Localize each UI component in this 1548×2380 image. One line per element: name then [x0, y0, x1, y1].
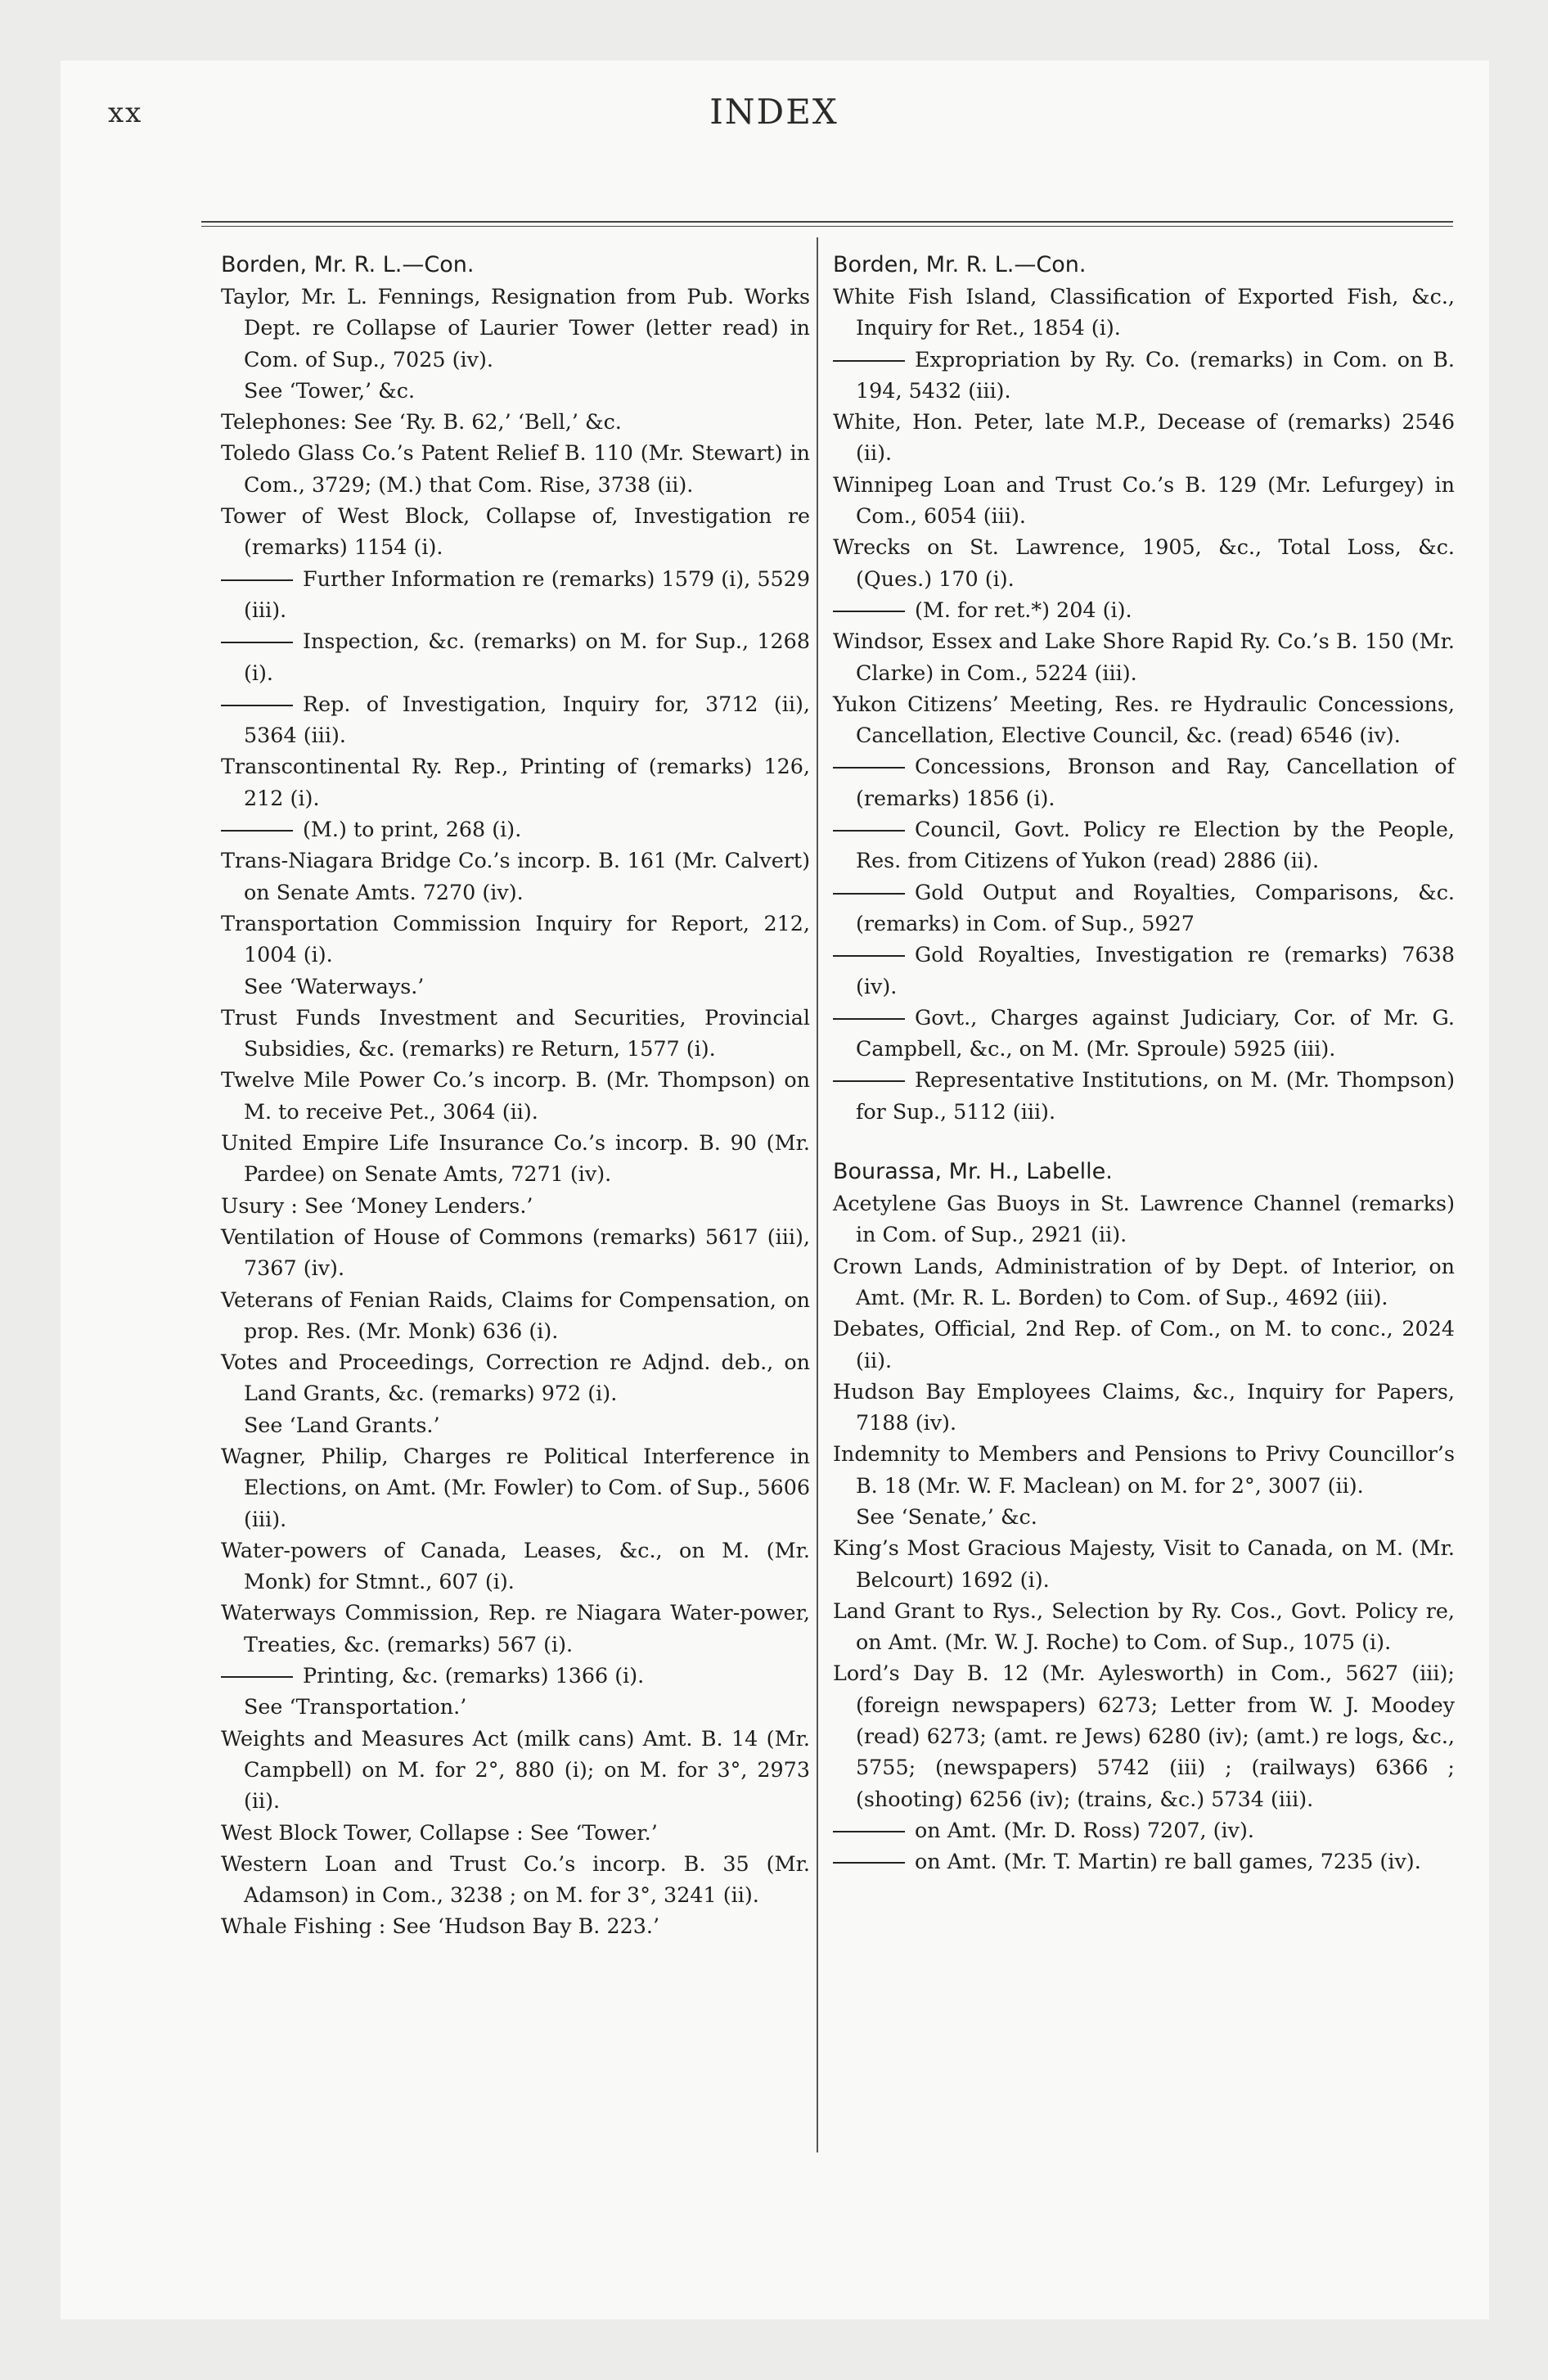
- ditto-dash: [833, 1831, 905, 1832]
- index-entry: Trust Funds Investment and Securities, Provincial Subsidies, &c. (remarks) re Return, 1577 (i).: [221, 1004, 810, 1062]
- index-entry: Ventilation of House of Commons (remarks) 5617 (iii), 7367 (iv).: [221, 1224, 810, 1281]
- index-entry: Wrecks on St. Lawrence, 1905, &c., Total Loss, &c. (Ques.) 170 (i).: [833, 534, 1455, 591]
- index-entry: Western Loan and Trust Co.’s incorp. B. 35 (Mr. Adamson) in Com., 3238 ; on M. for 3°, 3241 (ii).: [221, 1850, 810, 1908]
- ditto-dash: [833, 1018, 905, 1020]
- header-rule: [201, 221, 1453, 227]
- index-entry: See ‘Transportation.’: [244, 1694, 467, 1720]
- index-subentry: (M.) to print, 268 (i).: [221, 814, 810, 845]
- ditto-dash: [833, 955, 905, 957]
- index-entry: Hudson Bay Employees Claims, &c., Inquiry for Papers, 7188 (iv).: [833, 1378, 1455, 1436]
- ditto-dash: [833, 767, 905, 769]
- index-entry: Whale Fishing : See ‘Hudson Bay B. 223.’: [221, 1913, 660, 1939]
- index-entry: Veterans of Fenian Raids, Claims for Compensation, on prop. Res. (Mr. Monk) 636 (i).: [221, 1287, 810, 1343]
- index-entry: Trans-Niagara Bridge Co.’s incorp. B. 161 (Mr. Calvert) on Senate Amts. 7270 (iv).: [221, 848, 810, 904]
- index-entry: White, Hon. Peter, late M.P., Decease of (remarks) 2546 (ii).: [833, 409, 1455, 466]
- index-subentry: Expropriation by Ry. Co. (remarks) in Com. on B. 194, 5432 (iii).: [833, 344, 1455, 407]
- ditto-dash: [833, 611, 905, 612]
- column-heading: Borden, Mr. R. L.—Con.: [833, 252, 1087, 277]
- column-heading: Bourassa, Mr. H., Labelle.: [833, 1159, 1113, 1185]
- index-entry: West Block Tower, Collapse : See ‘Tower.’: [221, 1819, 658, 1845]
- index-entry: White Fish Island, Classification of Exported Fish, &c., Inquiry for Ret., 1854 (i).: [833, 284, 1455, 340]
- index-entry: Land Grant to Rys., Selection by Ry. Cos., Govt. Policy re, on Amt. (Mr. W. J. Roche) to Com. of Sup., 1075 (i).: [833, 1598, 1455, 1655]
- index-entry: Transportation Commission Inquiry for Report, 212, 1004 (i).: [221, 910, 810, 967]
- index-entry: See ‘Waterways.’: [244, 973, 425, 998]
- index-entry: Twelve Mile Power Co.’s incorp. B. (Mr. Thompson) on M. to receive Pet., 3064 (ii).: [221, 1067, 810, 1124]
- ditto-dash: [833, 893, 905, 895]
- index-subentry: Rep. of Investigation, Inquiry for, 3712 (ii), 5364 (iii).: [221, 688, 810, 751]
- ditto-dash: [833, 830, 905, 832]
- index-entry: Transcontinental Ry. Rep., Printing of (remarks) 126, 212 (i).: [221, 754, 810, 810]
- index-entry: Yukon Citizens’ Meeting, Res. re Hydraulic Concessions, Cancellation, Elective Council, &c. (read) 6546 (iv).: [833, 691, 1455, 748]
- index-entry: Waterways Commission, Rep. re Niagara Water-power, Treaties, &c. (remarks) 567 (i).: [221, 1600, 810, 1657]
- index-entry: Windsor, Essex and Lake Shore Rapid Ry. Co.’s B. 150 (Mr. Clarke) in Com., 5224 (iii).: [833, 629, 1455, 685]
- index-entry: Taylor, Mr. L. Fennings, Resignation from Pub. Works Dept. re Collapse of Laurier Tower (letter read) in Com. of Sup., 7025 (iv).: [221, 284, 810, 372]
- ditto-dash: [833, 1862, 905, 1864]
- index-entry: Weights and Measures Act (milk cans) Amt. B. 14 (Mr. Campbell) on M. for 2°, 880 (i); on M. for 3°, 2973 (ii).: [221, 1725, 810, 1814]
- index-subentry: Further Information re (remarks) 1579 (i), 5529 (iii).: [221, 563, 810, 626]
- ditto-dash: [833, 360, 905, 362]
- right-column: [833, 250, 1455, 1877]
- column-divider: [817, 237, 818, 2152]
- index-entry: See ‘Tower,’ &c.: [244, 377, 416, 403]
- index-subentry: Concessions, Bronson and Ray, Cancellation of (remarks) 1856 (i).: [833, 751, 1455, 814]
- index-entry: See ‘Land Grants.’: [244, 1412, 440, 1437]
- index-entry: Votes and Proceedings, Correction re Adjnd. deb., on Land Grants, &c. (remarks) 972 (i).: [221, 1350, 810, 1406]
- index-entry: See ‘Senate,’ &c.: [856, 1503, 1037, 1529]
- index-entry: Usury : See ‘Money Lenders.’: [221, 1192, 533, 1218]
- index-entry: Toledo Glass Co.’s Patent Relief B. 110 (Mr. Stewart) in Com., 3729; (M.) that Com. Rise, 3738 (ii).: [221, 440, 810, 497]
- ditto-dash: [221, 830, 293, 832]
- index-subentry: Inspection, &c. (remarks) on M. for Sup., 1268 (i).: [221, 625, 810, 688]
- index-entry: Winnipeg Loan and Trust Co.’s B. 129 (Mr. Lefurgey) in Com., 6054 (iii).: [833, 471, 1455, 529]
- index-entry: Tower of West Block, Collapse of, Investigation re (remarks) 1154 (i).: [221, 503, 810, 560]
- index-entry: Telephones: See ‘Ry. B. 62,’ ‘Bell,’ &c.: [221, 409, 622, 435]
- index-subentry: Gold Royalties, Investigation re (remarks) 7638 (iv).: [833, 939, 1455, 1002]
- index-subentry: Council, Govt. Policy re Election by the People, Res. from Citizens of Yukon (read) 2886 (ii).: [833, 814, 1455, 877]
- ditto-dash: [221, 705, 293, 706]
- index-entry: Debates, Official, 2nd Rep. of Com., on M. to conc., 2024 (ii).: [833, 1316, 1455, 1373]
- index-entry: Lord’s Day B. 12 (Mr. Aylesworth) in Com., 5627 (iii); (foreign newspapers) 6273; Letter from W. J. Moodey (read) 6273; (amt. re Jews) 6280 (iv); (amt.) re logs, &c., 5755; (newspapers) 5742 (iii) ; (railways) 6366 ; (shooting) 6256 (iv); (trains, &c.) 5734 (iii).: [833, 1661, 1455, 1811]
- index-subentry: on Amt. (Mr. T. Martin) re ball games, 7235 (iv).: [833, 1846, 1455, 1877]
- index-subentry: on Amt. (Mr. D. Ross) 7207, (iv).: [833, 1814, 1455, 1846]
- page-number: xx: [108, 97, 143, 129]
- index-entry: United Empire Life Insurance Co.’s incorp. B. 90 (Mr. Pardee) on Senate Amts, 7271 (iv).: [221, 1130, 810, 1187]
- index-entry: Wagner, Philip, Charges re Political Interference in Elections, on Amt. (Mr. Fowler) to Com. of Sup., 5606 (iii).: [221, 1443, 810, 1531]
- index-entry: Crown Lands, Administration of by Dept. of Interior, on Amt. (Mr. R. L. Borden) to Com. of Sup., 4692 (iii).: [833, 1253, 1455, 1309]
- index-subentry: Printing, &c. (remarks) 1366 (i).: [221, 1660, 810, 1691]
- index-entry: Indemnity to Members and Pensions to Privy Councillor’s B. 18 (Mr. W. F. Maclean) on M. for 2°, 3007 (ii).: [833, 1441, 1455, 1498]
- index-subentry: (M. for ret.*) 204 (i).: [833, 594, 1455, 625]
- ditto-dash: [221, 579, 293, 581]
- page-title: INDEX: [709, 92, 839, 132]
- index-entry: Acetylene Gas Buoys in St. Lawrence Channel (remarks) in Com. of Sup., 2921 (ii).: [833, 1191, 1455, 1247]
- index-entry: Water-powers of Canada, Leases, &c., on M. (Mr. Monk) for Stmnt., 607 (i).: [221, 1537, 810, 1594]
- index-subentry: Representative Institutions, on M. (Mr. Thompson) for Sup., 5112 (iii).: [833, 1064, 1455, 1127]
- column-heading: Borden, Mr. R. L.—Con.: [221, 252, 475, 277]
- index-entry: King’s Most Gracious Majesty, Visit to Canada, on M. (Mr. Belcourt) 1692 (i).: [833, 1535, 1455, 1592]
- left-column: [221, 250, 810, 1942]
- index-subentry: Gold Output and Royalties, Comparisons, &c. (remarks) in Com. of Sup., 5927: [833, 877, 1455, 940]
- ditto-dash: [221, 1676, 293, 1678]
- index-subentry: Govt., Charges against Judiciary, Cor. of Mr. G. Campbell, &c., on M. (Mr. Sproule) 5925 (iii).: [833, 1002, 1455, 1065]
- ditto-dash: [221, 642, 293, 643]
- ditto-dash: [833, 1080, 905, 1082]
